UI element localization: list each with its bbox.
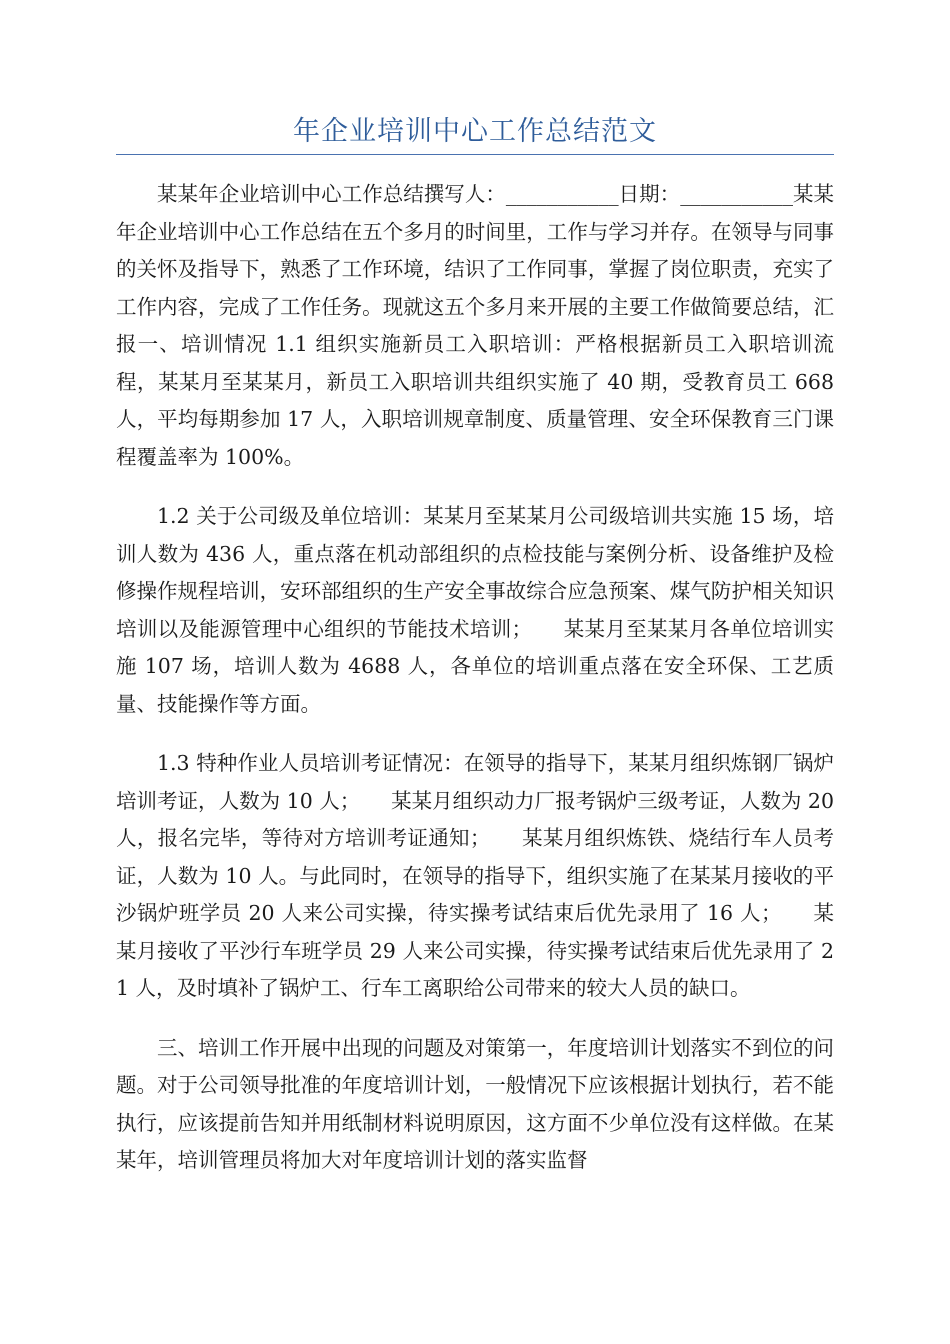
paragraph-problems: 三、培训工作开展中出现的问题及对策第一，年度培训计划落实不到位的问题。对于公司领导批准的年度培训计划，一般情况下应该根据计划执行，若不能执行，应该提前告知并用纸制材料说明原因，这方面不少单位没有这样做。在某某年，培训管理员将加大对年度培训计划的落实监督 xyxy=(116,1035,834,1172)
document-title: 年企业培训中心工作总结范文 xyxy=(293,116,657,147)
document-body xyxy=(116,176,834,1202)
paragraph-intro: 某某年企业培训中心工作总结撰写人：___________日期：___________某某年企业培训中心工作总结在五个多月的时间里，工作与学习并存。在领导与同事的关怀及指导下，熟悉了工作环境，结识了工作同事，掌握了岗位职责，充实了工作内容，完成了工作任务。现就这五个多月来开展的主要工作做简要总结，汇报一、培训情况 1.1 组织实施新员工入职培训：严格根据新员工入职培训流程，某某月至某某月，新员工入职培训共组织实施了 40 期，受教育员工 668 人，平均每期参加 17 人，入职培训规章制度、质量管理、安全环保教育三门课程覆盖率为 100%。 xyxy=(116,182,834,469)
title-underline xyxy=(116,154,834,155)
paragraph-company-training: 1.2 关于公司级及单位培训：某某月至某某月公司级培训共实施 15 场，培训人数为 436 人，重点落在机动部组织的点检技能与案例分析、设备维护及检修操作规程培训，安环部组织的生产安全事故综合应急预案、煤气防护相关知识培训以及能源管理中心组织的节能技术培训； 某某月至某某月各单位培训实施 107 场，培训人数为 4688 人，各单位的培训重点落在安全环保、工艺质量、技能操作等方面。 xyxy=(116,504,834,716)
paragraph-special-operations: 1.3 特种作业人员培训考证情况：在领导的指导下，某某月组织炼钢厂锅炉培训考证，人数为 10 人； 某某月组织动力厂报考锅炉三级考证，人数为 20 人，报名完毕，等待对方培训考证通知； 某某月组织炼铁、烧结行车人员考证，人数为 10 人。与此同时，在领导的指导下，组织实施了在某某月接收的平沙锅炉班学员 20 人来公司实操，待实操考试结束后优先录用了 16 人； 某某月接收了平沙行车班学员 29 人来公司实操，待实操考试结束后优先录用了 21 人，及时填补了锅炉工、行车工离职给公司带来的较大人员的缺口。 xyxy=(116,751,834,1000)
